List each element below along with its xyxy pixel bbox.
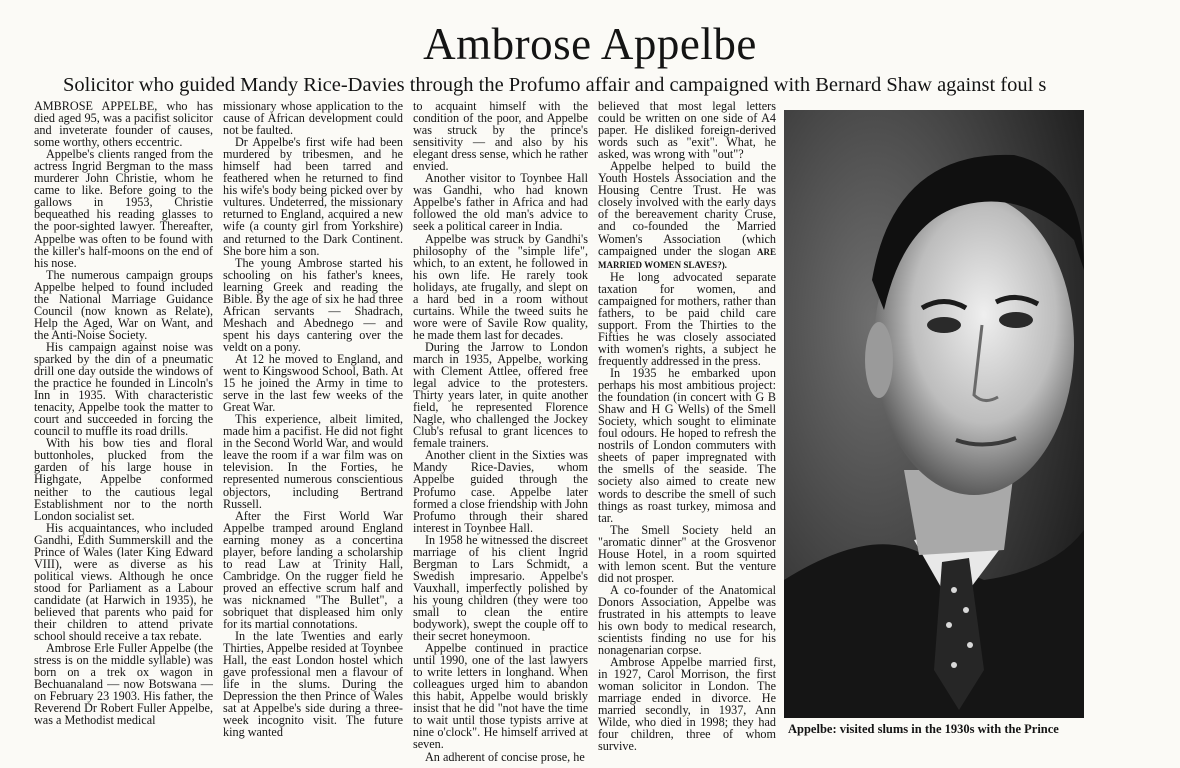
paragraph: During the Jarrow to London march in 1935, Appelbe, working with Clement Attlee, offered free legal advice to the protesters. Thirty years later, in quite another field, he represented Florence Nagle, who challenged the Jockey Club's refusal to grant licences to female trainers. <box>413 339 588 451</box>
paragraph: A co-founder of the Anatomical Donors Association, Appelbe was frustrated in his attempts to leave his own body to medical research, scientists finding no use for his nonagenarian corpse. <box>598 582 776 658</box>
paragraph: Appelbe continued in practice until 1990, one of the last lawyers to write letters in longhand. When colleagues urged him to abandon this habit, Appelbe would briskly insist that he did "not have the time to wait until those typists arrive at nine o'clock". He himself arrived at seven. <box>413 641 588 752</box>
paragraph: Dr Appelbe's first wife had been murdered by tribesmen, and he himself had been tarred and feathered when he returned to find his wife's body being picked over by vultures. Undeterred, the missionary returned to England, acquired a new wife (a county girl from Yorkshire) and returned to the Dark Continent. She bore him a son. <box>223 135 403 258</box>
paragraph: missionary whose application to the cause of African development could not be faulted. <box>223 99 403 138</box>
paragraph: After the First World War Appelbe tramped around England earning money as a concertina player, before landing a scholarship to read Law at Trinity Hall, Cambridge. On the rugger field he proved an effective scrum half and was nicknamed "The Bullet", a sobriquet that displeased him only for its martial connotations. <box>223 508 403 632</box>
article-column-3 <box>413 99 588 764</box>
paragraph: to acquaint himself with the condition of the poor, and Appelbe was struck by the prince's sensitivity — and also by his elegant dress sense, which he rather envied. <box>413 99 588 174</box>
paragraph: Appelbe's clients ranged from the actress Ingrid Bergman to the mass murderer John Christie, whom he came to like. Before going to the gallows in 1953, Christie bequeathed his reading glasses to the poor-sighted lawyer. Thereafter, Appelbe was often to be found with the killer's half-moons on the end of his nose. <box>34 147 213 270</box>
article-column-4 <box>598 99 777 754</box>
paragraph: The numerous campaign groups Appelbe helped to found included the National Marriage Guidance Council (now known as Relate), Help the Aged, War on Want, and the Anti-Noise Society. <box>34 267 213 342</box>
paragraph: AMBROSE APPELBE, who has died aged 95, was a pacifist solicitor and inveterate founder of causes, some worthy, others eccentric. <box>34 99 213 150</box>
paragraph: He long advocated separate taxation for women, and campaigned for mothers, rather than fathers, to be paid child care support. From the Thirties to the Fifties he was closely associated with women's rights, a subject he frequently addressed in the press. <box>598 269 776 368</box>
paragraph: In the late Twenties and early Thirties, Appelbe resided at Toynbee Hall, the east London hostel which gave professional men a flavour of life in the slums. During the Depression the then Prince of Wales sat at Appelbe's side during a three-week incognito visit. The future king wanted <box>223 629 403 740</box>
paragraph: Another visitor to Toynbee Hall was Gandhi, who had known Appelbe's father in Africa and had followed the old man's advice to seek a political career in India. <box>413 171 588 234</box>
photo-caption: Appelbe: visited slums in the 1930s with the Prince <box>788 722 1059 736</box>
subheadline: Solicitor who guided Mandy Rice-Davies through the Profumo affair and campaigned with Bernard Shaw against foul s <box>63 74 1047 96</box>
paragraph: believed that most legal letters could be written on one side of A4 paper. He disliked foreign-derived words such as "exit". What, he asked, was wrong with "out"? <box>598 99 776 162</box>
headline: Ambrose Appelbe <box>423 19 757 69</box>
article-column-2 <box>223 100 403 750</box>
paragraph: In 1935 he embarked upon perhaps his most ambitious project: the foundation (in concert with G B Shaw and H G Wells) of the Smell Society, which sought to eliminate foul odours. He hoped to refresh the nostrils of London commuters with sheets of paper impregnated with the smells of the seaside. The society also aimed to create new words to describe the smell of such things as roast turkey, mimosa and tar. <box>598 366 776 525</box>
paragraph: With his bow ties and floral buttonholes, plucked from the garden of his large house in Highgate, Appelbe conformed neither to the cautious legal Establishment nor to the north London socialist set. <box>34 436 213 523</box>
paragraph <box>598 160 776 270</box>
paragraph: In 1958 he witnessed the discreet marriage of his client Ingrid Bergman to Lars Schmidt, a Swedish impresario. Appelbe's Vauxhall, imperfectly polished by his young children (they were too small to clean the entire bodywork), swept the couple off to their secret honeymoon. <box>413 532 588 644</box>
paragraph: Ambrose Erle Fuller Appelbe (the stress is on the middle syllable) was born on a trek ox wagon in Bechuanaland — now Botswana — on February 23 1903. His father, the Reverend Dr Robert Fuller Appelbe, was a Methodist medical <box>34 641 213 728</box>
paragraph: Another client in the Sixties was Mandy Rice-Davies, whom Appelbe guided through the Profumo case. Appelbe later formed a close friendship with John Profumo through their shared interest in Toynbee Hall. <box>413 448 588 535</box>
paragraph-text: Appelbe helped to build the Youth Hostels Association and the Housing Centre Trust. He was closely involved with the early days of the bereavement charity Cruse, and co-founded the Married Women's Association (which campaigned under the slogan <box>598 159 776 258</box>
paragraph: His acquaintances, who included Gandhi, Edith Summerskill and the Prince of Wales (later King Edward VIII), were as diverse as his political views. Although he once stood for Parliament as a Labour candidate (at Harwich in 1935), he believed that parents who paid for their children to attend private school should receive a tax rebate. <box>34 520 213 644</box>
paragraph: Appelbe was struck by Gandhi's philosophy of the "simple life", which, to an extent, he followed in his own life. He rarely took holidays, ate frugally, and slept on a hard bed in a room without curtains. While the tweed suits he wore were of Savile Row quality, he made them last for decades. <box>413 231 588 342</box>
paragraph: This experience, albeit limited, made him a pacifist. He did not fight in the Second World War, and would leave the room if a war film was on television. In the Forties, he represented numerous conscientious objectors, including Bertrand Russell. <box>223 412 403 511</box>
paragraph: Ambrose Appelbe married first, in 1927, Carol Morrison, the first woman solicitor in London. The marriage ended in divorce. He married secondly, in 1937, Ann Wilde, who died in 1998; they had four children, three of whom survive. <box>598 655 776 754</box>
portrait-photo <box>784 110 1084 718</box>
article-column-1 <box>34 100 213 750</box>
paragraph: The young Ambrose started his schooling on his father's knees, learning Greek and reading the Bible. By the age of six he had three African servants — Shadrach, Meshach and Abednego — and spent his days cantering over the veldt on a pony. <box>223 255 403 354</box>
paragraph: An adherent of concise prose, he <box>425 749 585 764</box>
paragraph: His campaign against noise was sparked by the din of a pneumatic drill one day outside the windows of the practice he founded in Lincoln's Inn in 1935. With characteristic tenacity, Appelbe took the matter to court and succeeded in forcing the council to muffle its road drills. <box>34 339 213 439</box>
paragraph: The Smell Society held an "aromatic dinner" at the Grosvenor House Hotel, in a room squirted with lemon scent. But the venture did not prosper. <box>598 522 776 585</box>
paragraph: At 12 he moved to England, and went to Kingswood School, Bath. At 15 he joined the Army in time to serve in the last few weeks of the Great War. <box>223 351 403 415</box>
slogan: ARE MARRIED WOMEN SLAVES?). <box>598 246 777 270</box>
